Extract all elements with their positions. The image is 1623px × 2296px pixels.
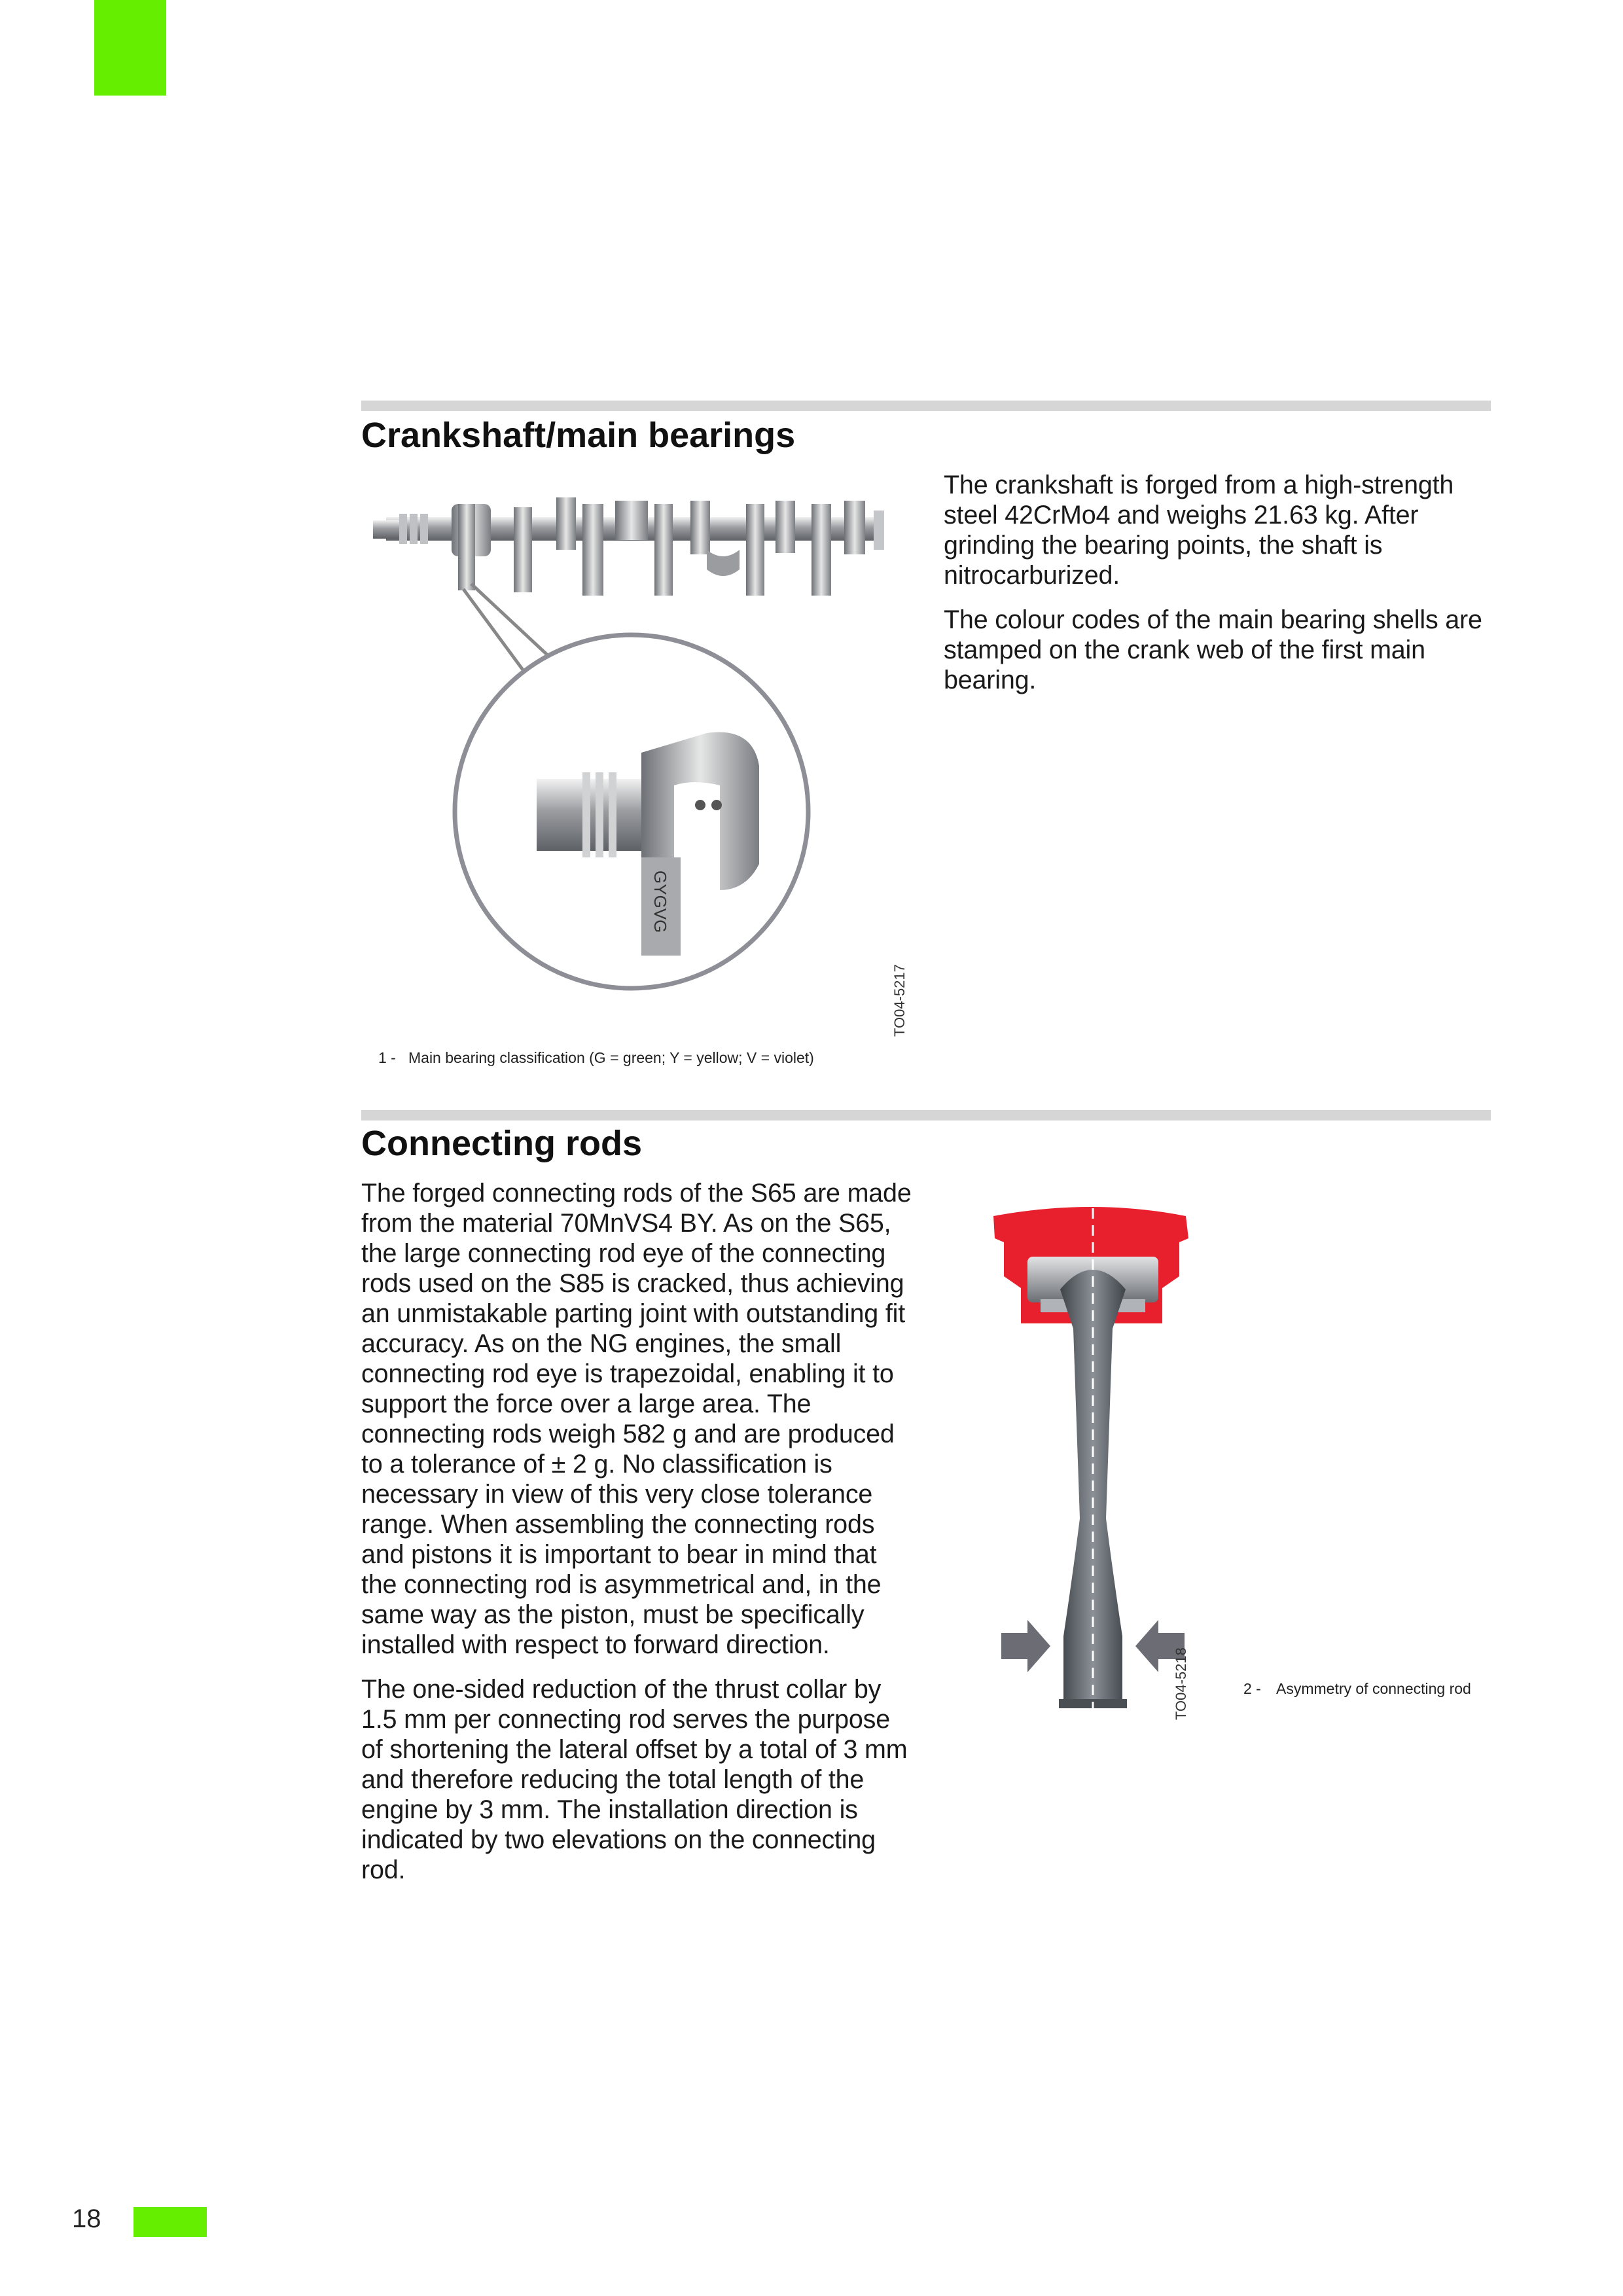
page-number: 18 bbox=[72, 2204, 101, 2233]
footer-green-bar bbox=[134, 2207, 207, 2237]
heading-crankshaft: Crankshaft/main bearings bbox=[361, 416, 796, 455]
crankshaft-text bbox=[944, 470, 1493, 709]
bearing-stamp-text: GYGVG bbox=[651, 870, 670, 933]
heading-connecting-rods: Connecting rods bbox=[361, 1124, 642, 1163]
paragraph: The one-sided reduction of the thrust collar by 1.5 mm per connecting rod serves the purpose of shortening the lateral offset by a total of 3 mm and therefore reducing the total length of the engine by 3 mm. The installation direction is indicated by two elevations on the connecting rod. bbox=[361, 1675, 908, 1884]
caption-number: 1 - bbox=[378, 1049, 396, 1066]
paragraph: The crankshaft is forged from a high-strength steel 42CrMo4 and weighs 21.63 kg. After grinding the bearing points, the shaft is nitrocarburized. bbox=[944, 471, 1454, 590]
caption-number: 2 - bbox=[1243, 1680, 1261, 1697]
section-rule-crankshaft bbox=[361, 401, 1491, 411]
section-rule-connecting-rods bbox=[361, 1110, 1491, 1121]
figure-caption-1 bbox=[378, 1049, 902, 1068]
top-green-tab bbox=[94, 0, 166, 96]
caption-text: Asymmetry of connecting rod bbox=[1276, 1680, 1471, 1697]
figure-code-5217: TO04-5217 bbox=[891, 964, 908, 1037]
connecting-rod-illustration bbox=[982, 1178, 1204, 1741]
caption-text: Main bearing classification (G = green; Y = yellow; V = violet) bbox=[408, 1049, 814, 1066]
crankshaft-illustration bbox=[366, 484, 903, 1047]
arrow-right-icon bbox=[1001, 1620, 1050, 1672]
crankshaft-shaft bbox=[373, 497, 884, 596]
paragraph: The forged connecting rods of the S65 are made from the material 70MnVS4 BY. As on the S65, the large connecting rod eye of the connecting rods used on the S85 is cracked, thus achieving an unmistakable parting joint with outstanding fit accuracy. As on the NG engines, the small connecting rod eye is trapezoidal, enabling it to support the force over a large area. The connecting rods weigh 582 g and are produced to a tolerance of ± 2 g. No classification is necessary in view of this very close tolerance range. When assembling the connecting rods and pistons it is important to bear in mind that the connecting rod is asymmetrical and, in the same way as the piston, must be specifically installed with respect to forward direction. bbox=[361, 1179, 912, 1659]
connecting-rods-text bbox=[361, 1178, 918, 1899]
figure-caption-2 bbox=[1243, 1679, 1479, 1719]
figure-code-5218: TO04-5218 bbox=[1173, 1647, 1189, 1720]
paragraph: The colour codes of the main bearing shells are stamped on the crank web of the first main bearing. bbox=[944, 605, 1482, 694]
